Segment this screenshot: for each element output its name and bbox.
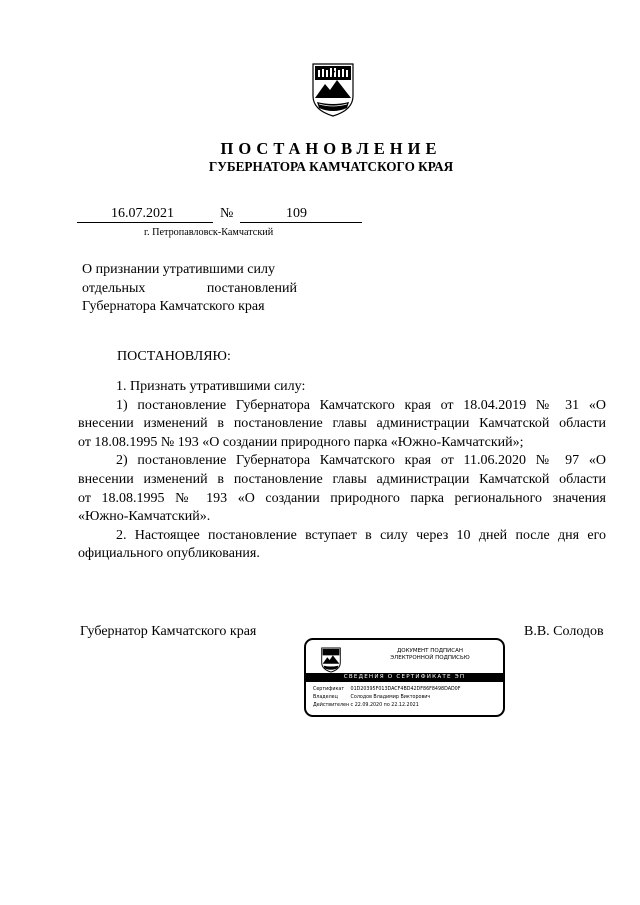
item-1-1-line-3: от 18.08.1995 № 193 «О создании природного парка «Южно-Камчатский»; [78, 434, 524, 450]
document-number: 109 [286, 206, 307, 221]
stamp-header-line-1: ДОКУМЕНТ ПОДПИСАН [396, 648, 464, 654]
stamp-header [370, 648, 490, 662]
item-2-line-1: 2. Настоящее постановление вступает в силу через 10 дней после дня его [116, 527, 606, 543]
kamchatka-coat-of-arms-icon [311, 62, 355, 118]
document-body [78, 378, 606, 564]
stamp-header-line-2: ЭЛЕКТРОННОЙ ПОДПИСЬЮ [390, 655, 470, 661]
stamp-cert-value: 01D20395F013DACF4BD42DF86F8498DAD0F [350, 687, 461, 692]
item-1: 1. Признать утратившими силу: [116, 379, 306, 394]
item-1-2-line-1: 2) постановление Губернатора Камчатского края от 11.06.2020 № 97 «О [116, 453, 606, 469]
subject-line-2-part-1: отдельных [82, 280, 146, 296]
item-1-2-line-4: «Южно-Камчатский». [78, 509, 211, 525]
stamp-cert-row [313, 686, 460, 694]
subject-line-2 [82, 280, 297, 299]
date-number-line [77, 206, 362, 224]
item-1-2-line-3: от 18.08.1995 № 193 «О создании природного парка регионального значения [78, 490, 606, 506]
document-date: 16.07.2021 [111, 206, 174, 221]
stamp-coat-of-arms-icon [320, 647, 342, 673]
number-sign: № [220, 206, 234, 221]
stamp-owner-label: Владелец [313, 695, 338, 700]
stamp-cert-label: Сертификат [313, 687, 345, 692]
stamp-valid-row [313, 702, 460, 710]
city-label: г. Петропавловск-Камчатский [144, 227, 274, 238]
electronic-signature-stamp [304, 638, 505, 717]
item-2-line-2: официального опубликования. [78, 546, 260, 562]
decree-word: ПОСТАНОВЛЯЮ: [117, 349, 231, 364]
signer-name: В.В. Солодов [524, 624, 604, 639]
item-1-2-line-2: внесении изменений в постановление главы администрации Камчатской области [78, 471, 606, 487]
subject-line-1: О признании утратившими силу [82, 262, 275, 277]
item-1-1-line-1: 1) постановление Губернатора Камчатского края от 18.04.2019 № 31 «О [116, 397, 606, 413]
item-1-1-line-2: внесении изменений в постановление главы администрации Камчатской области [78, 416, 606, 432]
subject-line-2-part-2: постановлений [206, 280, 297, 296]
stamp-owner-value: Солодов Владимир Викторович [350, 695, 431, 700]
stamp-valid-value: с 22.09.2020 по 22.12.2021 [350, 703, 419, 708]
stamp-owner-row [313, 694, 460, 702]
subject-line-3: Губернатора Камчатского края [82, 299, 265, 314]
document-subject [82, 261, 297, 317]
stamp-certificate-bar: СВЕДЕНИЯ О СЕРТИФИКАТЕ ЭП [306, 673, 503, 682]
stamp-valid-label: Действителен [313, 703, 350, 708]
signer-position: Губернатор Камчатского края [80, 624, 257, 639]
document-title: ПОСТАНОВЛЕНИЕ [220, 139, 442, 158]
stamp-details [313, 686, 460, 710]
document-subtitle: ГУБЕРНАТОРА КАМЧАТСКОГО КРАЯ [208, 159, 454, 174]
